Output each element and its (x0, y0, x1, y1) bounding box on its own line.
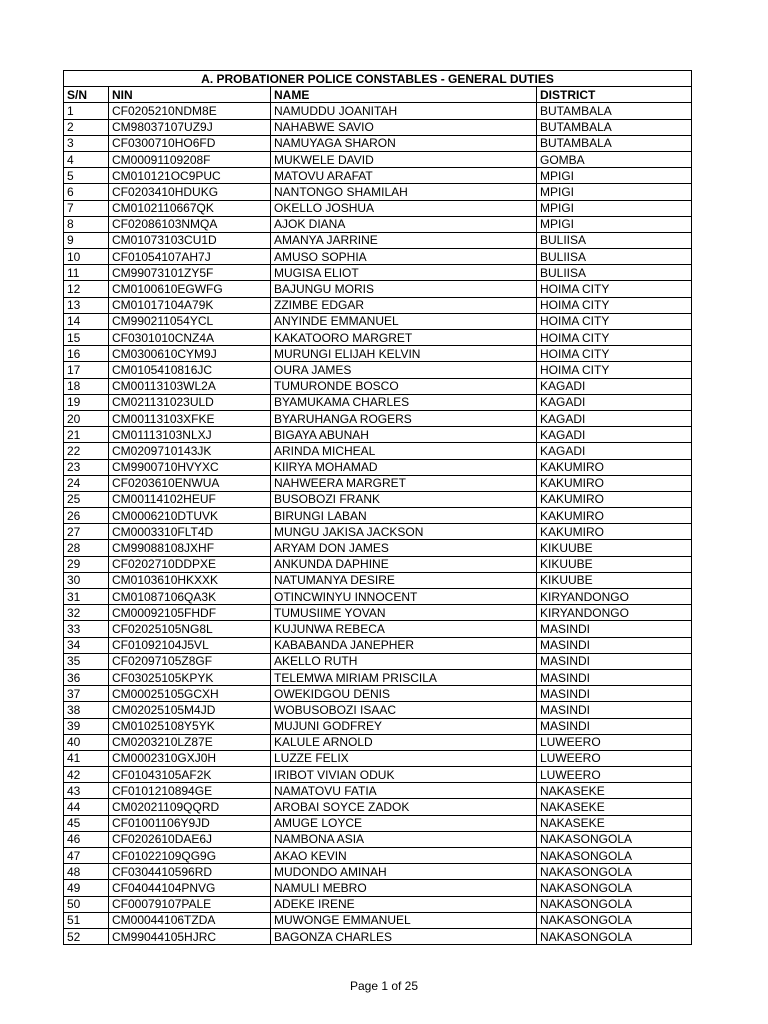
cell-name: AKELLO RUTH (271, 653, 537, 669)
cell-nin: CM00092105FHDF (109, 605, 271, 621)
cell-name: MUGISA ELIOT (271, 265, 537, 281)
cell-sn: 50 (64, 896, 109, 912)
cell-name: NAMBONA ASIA (271, 831, 537, 847)
cell-sn: 51 (64, 912, 109, 928)
table-row (64, 119, 692, 135)
cell-district: BULIISA (537, 265, 692, 281)
cell-name: KIIRYA MOHAMAD (271, 459, 537, 475)
table-row (64, 184, 692, 200)
cell-sn: 20 (64, 410, 109, 426)
table-row (64, 410, 692, 426)
cell-district: KIKUUBE (537, 540, 692, 556)
cell-name: ADEKE IRENE (271, 896, 537, 912)
cell-nin: CF0202710DDPXE (109, 556, 271, 572)
cell-name: KAKATOORO MARGRET (271, 330, 537, 346)
cell-district: GOMBA (537, 151, 692, 167)
cell-name: NATUMANYA DESIRE (271, 572, 537, 588)
cell-sn: 52 (64, 928, 109, 944)
cell-district: BUTAMBALA (537, 103, 692, 119)
table-row (64, 459, 692, 475)
cell-name: AROBAI SOYCE ZADOK (271, 799, 537, 815)
cell-name: NAHABWE SAVIO (271, 119, 537, 135)
cell-nin: CF00079107PALE (109, 896, 271, 912)
cell-district: MASINDI (537, 637, 692, 653)
cell-district: MPIGI (537, 200, 692, 216)
cell-nin: CF0101210894GE (109, 783, 271, 799)
cell-name: NAMULI MEBRO (271, 880, 537, 896)
cell-nin: CF02025105NG8L (109, 621, 271, 637)
table-row (64, 249, 692, 265)
cell-district: KAKUMIRO (537, 524, 692, 540)
cell-sn: 23 (64, 459, 109, 475)
cell-nin: CM00113103XFKE (109, 410, 271, 426)
table-row (64, 653, 692, 669)
cell-sn: 42 (64, 767, 109, 783)
cell-district: KIRYANDONGO (537, 605, 692, 621)
cell-nin: CM01087106QA3K (109, 589, 271, 605)
cell-sn: 43 (64, 783, 109, 799)
cell-district: KAKUMIRO (537, 475, 692, 491)
table-row (64, 540, 692, 556)
column-header-nin: NIN (109, 87, 271, 103)
table-row (64, 135, 692, 151)
table-row (64, 427, 692, 443)
table-row (64, 637, 692, 653)
cell-sn: 4 (64, 151, 109, 167)
cell-name: BAJUNGU MORIS (271, 281, 537, 297)
cell-name: AKAO KEVIN (271, 848, 537, 864)
cell-name: NANTONGO SHAMILAH (271, 184, 537, 200)
cell-nin: CM0100610EGWFG (109, 281, 271, 297)
table-row (64, 346, 692, 362)
cell-district: LUWEERO (537, 750, 692, 766)
cell-nin: CM99088108JXHF (109, 540, 271, 556)
table-title: A. PROBATIONER POLICE CONSTABLES - GENERAL DUTIES (64, 71, 692, 87)
cell-name: MURUNGI ELIJAH KELVIN (271, 346, 537, 362)
table-row (64, 702, 692, 718)
cell-sn: 46 (64, 831, 109, 847)
cell-nin: CM02025105M4JD (109, 702, 271, 718)
cell-nin: CF0301010CNZ4A (109, 330, 271, 346)
cell-sn: 25 (64, 491, 109, 507)
cell-sn: 29 (64, 556, 109, 572)
cell-nin: CF0205210NDM8E (109, 103, 271, 119)
table-row (64, 896, 692, 912)
cell-nin: CF01043105AF2K (109, 767, 271, 783)
cell-district: NAKASONGOLA (537, 896, 692, 912)
cell-district: MPIGI (537, 168, 692, 184)
table-row (64, 281, 692, 297)
cell-sn: 48 (64, 864, 109, 880)
table-header-row (64, 87, 692, 103)
table-row (64, 508, 692, 524)
cell-name: MUKWELE DAVID (271, 151, 537, 167)
cell-name: IRIBOT VIVIAN ODUK (271, 767, 537, 783)
cell-sn: 45 (64, 815, 109, 831)
cell-sn: 39 (64, 718, 109, 734)
cell-sn: 47 (64, 848, 109, 864)
cell-district: KIKUUBE (537, 572, 692, 588)
cell-name: TUMURONDE BOSCO (271, 378, 537, 394)
cell-district: KAGADI (537, 443, 692, 459)
cell-nin: CF0300710HO6FD (109, 135, 271, 151)
cell-sn: 49 (64, 880, 109, 896)
cell-nin: CM021131023ULD (109, 394, 271, 410)
table-row (64, 216, 692, 232)
cell-district: HOIMA CITY (537, 362, 692, 378)
cell-nin: CM0105410816JC (109, 362, 271, 378)
cell-sn: 44 (64, 799, 109, 815)
cell-nin: CM99073101ZY5F (109, 265, 271, 281)
cell-nin: CM98037107UZ9J (109, 119, 271, 135)
cell-district: NAKASONGOLA (537, 912, 692, 928)
cell-nin: CM00091109208F (109, 151, 271, 167)
cell-name: KALULE ARNOLD (271, 734, 537, 750)
cell-sn: 18 (64, 378, 109, 394)
cell-sn: 15 (64, 330, 109, 346)
table-row (64, 297, 692, 313)
cell-nin: CM9900710HVYXC (109, 459, 271, 475)
table-row (64, 572, 692, 588)
cell-district: KAKUMIRO (537, 508, 692, 524)
cell-name: BYARUHANGA ROGERS (271, 410, 537, 426)
cell-sn: 5 (64, 168, 109, 184)
cell-district: MPIGI (537, 184, 692, 200)
cell-nin: CF01054107AH7J (109, 249, 271, 265)
cell-district: NAKASONGOLA (537, 880, 692, 896)
table-row (64, 475, 692, 491)
table-row (64, 880, 692, 896)
column-header-district: DISTRICT (537, 87, 692, 103)
table-row (64, 330, 692, 346)
table-row (64, 750, 692, 766)
cell-sn: 35 (64, 653, 109, 669)
cell-sn: 22 (64, 443, 109, 459)
cell-name: OWEKIDGOU DENIS (271, 686, 537, 702)
cell-district: NAKASEKE (537, 815, 692, 831)
column-header-sn: S/N (64, 87, 109, 103)
cell-nin: CM0003310FLT4D (109, 524, 271, 540)
cell-name: TELEMWA MIRIAM PRISCILA (271, 669, 537, 685)
table-body (64, 103, 692, 945)
cell-nin: CM010121OC9PUC (109, 168, 271, 184)
cell-district: LUWEERO (537, 767, 692, 783)
cell-sn: 37 (64, 686, 109, 702)
cell-nin: CM990211054YCL (109, 313, 271, 329)
cell-district: MASINDI (537, 669, 692, 685)
cell-name: MUDONDO AMINAH (271, 864, 537, 880)
table-row (64, 362, 692, 378)
cell-sn: 8 (64, 216, 109, 232)
cell-name: OURA JAMES (271, 362, 537, 378)
cell-sn: 26 (64, 508, 109, 524)
table-row (64, 605, 692, 621)
cell-name: OTINCWINYU INNOCENT (271, 589, 537, 605)
cell-name: ZZIMBE EDGAR (271, 297, 537, 313)
cell-sn: 38 (64, 702, 109, 718)
table-row (64, 524, 692, 540)
cell-name: BIGAYA ABUNAH (271, 427, 537, 443)
cell-name: MUJUNI GODFREY (271, 718, 537, 734)
cell-sn: 36 (64, 669, 109, 685)
cell-nin: CM0006210DTUVK (109, 508, 271, 524)
cell-district: HOIMA CITY (537, 313, 692, 329)
cell-name: AMUSO SOPHIA (271, 249, 537, 265)
cell-district: KIRYANDONGO (537, 589, 692, 605)
cell-name: TUMUSIIME YOVAN (271, 605, 537, 621)
cell-nin: CM01113103NLXJ (109, 427, 271, 443)
cell-nin: CM01017104A79K (109, 297, 271, 313)
cell-district: HOIMA CITY (537, 297, 692, 313)
cell-district: KAGADI (537, 410, 692, 426)
cell-district: KAGADI (537, 394, 692, 410)
table-row (64, 734, 692, 750)
cell-sn: 2 (64, 119, 109, 135)
cell-sn: 32 (64, 605, 109, 621)
table-row (64, 767, 692, 783)
column-header-name: NAME (271, 87, 537, 103)
table-row (64, 718, 692, 734)
table-row (64, 491, 692, 507)
cell-district: MASINDI (537, 653, 692, 669)
cell-nin: CM02021109QQRD (109, 799, 271, 815)
cell-sn: 33 (64, 621, 109, 637)
cell-district: MASINDI (537, 702, 692, 718)
cell-district: NAKASEKE (537, 799, 692, 815)
cell-name: BIRUNGI LABAN (271, 508, 537, 524)
cell-district: NAKASONGOLA (537, 848, 692, 864)
cell-nin: CM0209710143JK (109, 443, 271, 459)
table-row (64, 864, 692, 880)
cell-district: NAKASONGOLA (537, 928, 692, 944)
table-row (64, 815, 692, 831)
cell-name: BYAMUKAMA CHARLES (271, 394, 537, 410)
cell-sn: 27 (64, 524, 109, 540)
cell-district: BUTAMBALA (537, 135, 692, 151)
cell-sn: 34 (64, 637, 109, 653)
cell-nin: CM00114102HEUF (109, 491, 271, 507)
cell-name: NAHWEERA MARGRET (271, 475, 537, 491)
cell-sn: 21 (64, 427, 109, 443)
cell-name: BAGONZA CHARLES (271, 928, 537, 944)
cell-district: MASINDI (537, 621, 692, 637)
page-number: Page 1 of 25 (349, 979, 419, 993)
cell-district: BULIISA (537, 249, 692, 265)
cell-sn: 13 (64, 297, 109, 313)
cell-sn: 30 (64, 572, 109, 588)
cell-district: KAKUMIRO (537, 459, 692, 475)
table-row (64, 686, 692, 702)
cell-district: KAKUMIRO (537, 491, 692, 507)
cell-district: NAKASONGOLA (537, 831, 692, 847)
table-row (64, 783, 692, 799)
table-row (64, 103, 692, 119)
cell-nin: CM0203210LZ87E (109, 734, 271, 750)
cell-sn: 11 (64, 265, 109, 281)
cell-nin: CF0304410596RD (109, 864, 271, 880)
cell-sn: 28 (64, 540, 109, 556)
cell-district: LUWEERO (537, 734, 692, 750)
cell-nin: CF0203410HDUKG (109, 184, 271, 200)
cell-name: ARYAM DON JAMES (271, 540, 537, 556)
cell-name: MUNGU JAKISA JACKSON (271, 524, 537, 540)
table-row (64, 151, 692, 167)
cell-nin: CM00044106TZDA (109, 912, 271, 928)
cell-name: MATOVU ARAFAT (271, 168, 537, 184)
cell-nin: CF02086103NMQA (109, 216, 271, 232)
cell-sn: 24 (64, 475, 109, 491)
cell-nin: CF01092104J5VL (109, 637, 271, 653)
cell-district: NAKASEKE (537, 783, 692, 799)
cell-district: KIKUUBE (537, 556, 692, 572)
cell-nin: CM00025105GCXH (109, 686, 271, 702)
cell-district: MASINDI (537, 718, 692, 734)
cell-nin: CF03025105KPYK (109, 669, 271, 685)
cell-name: NAMUYAGA SHARON (271, 135, 537, 151)
table-row (64, 912, 692, 928)
cell-sn: 12 (64, 281, 109, 297)
cell-nin: CF04044104PNVG (109, 880, 271, 896)
cell-nin: CF01001106Y9JD (109, 815, 271, 831)
cell-sn: 31 (64, 589, 109, 605)
cell-name: AJOK DIANA (271, 216, 537, 232)
cell-sn: 14 (64, 313, 109, 329)
table-row (64, 313, 692, 329)
cell-district: HOIMA CITY (537, 346, 692, 362)
cell-nin: CM01073103CU1D (109, 232, 271, 248)
cell-sn: 9 (64, 232, 109, 248)
cell-district: HOIMA CITY (537, 330, 692, 346)
cell-sn: 6 (64, 184, 109, 200)
cell-nin: CF0202610DAE6J (109, 831, 271, 847)
cell-nin: CM01025108Y5YK (109, 718, 271, 734)
table-row (64, 378, 692, 394)
cell-name: KABABANDA JANEPHER (271, 637, 537, 653)
cell-name: NAMATOVU FATIA (271, 783, 537, 799)
cell-sn: 17 (64, 362, 109, 378)
cell-sn: 41 (64, 750, 109, 766)
cell-sn: 10 (64, 249, 109, 265)
cell-sn: 40 (64, 734, 109, 750)
cell-name: MUWONGE EMMANUEL (271, 912, 537, 928)
cell-name: ANYINDE EMMANUEL (271, 313, 537, 329)
table-row (64, 394, 692, 410)
table-row (64, 848, 692, 864)
table-row (64, 556, 692, 572)
table-row (64, 200, 692, 216)
cell-name: AMUGE LOYCE (271, 815, 537, 831)
cell-name: ANKUNDA DAPHINE (271, 556, 537, 572)
cell-sn: 1 (64, 103, 109, 119)
cell-name: ARINDA MICHEAL (271, 443, 537, 459)
table-row (64, 799, 692, 815)
constables-table (63, 70, 692, 945)
cell-district: KAGADI (537, 378, 692, 394)
table-row (64, 168, 692, 184)
table-row (64, 443, 692, 459)
cell-name: WOBUSOBOZI ISAAC (271, 702, 537, 718)
cell-district: MASINDI (537, 686, 692, 702)
table-row (64, 232, 692, 248)
cell-district: KAGADI (537, 427, 692, 443)
cell-name: KUJUNWA REBECA (271, 621, 537, 637)
cell-nin: CM99044105HJRC (109, 928, 271, 944)
table-title-row (64, 71, 692, 87)
cell-nin: CF0203610ENWUA (109, 475, 271, 491)
cell-district: BUTAMBALA (537, 119, 692, 135)
cell-district: MPIGI (537, 216, 692, 232)
cell-name: AMANYA JARRINE (271, 232, 537, 248)
cell-name: BUSOBOZI FRANK (271, 491, 537, 507)
table-row (64, 589, 692, 605)
cell-district: BULIISA (537, 232, 692, 248)
cell-sn: 3 (64, 135, 109, 151)
cell-sn: 7 (64, 200, 109, 216)
cell-name: OKELLO JOSHUA (271, 200, 537, 216)
cell-sn: 19 (64, 394, 109, 410)
cell-nin: CM0102110667QK (109, 200, 271, 216)
cell-sn: 16 (64, 346, 109, 362)
cell-nin: CM0002310GXJ0H (109, 750, 271, 766)
table-row (64, 669, 692, 685)
cell-nin: CF02097105Z8GF (109, 653, 271, 669)
cell-nin: CF01022109QG9G (109, 848, 271, 864)
cell-nin: CM00113103WL2A (109, 378, 271, 394)
cell-name: NAMUDDU JOANITAH (271, 103, 537, 119)
table-row (64, 928, 692, 944)
table-row (64, 265, 692, 281)
cell-district: HOIMA CITY (537, 281, 692, 297)
table-row (64, 621, 692, 637)
cell-district: NAKASONGOLA (537, 864, 692, 880)
cell-nin: CM0103610HKXXK (109, 572, 271, 588)
cell-nin: CM0300610CYM9J (109, 346, 271, 362)
table-row (64, 831, 692, 847)
cell-name: LUZZE FELIX (271, 750, 537, 766)
